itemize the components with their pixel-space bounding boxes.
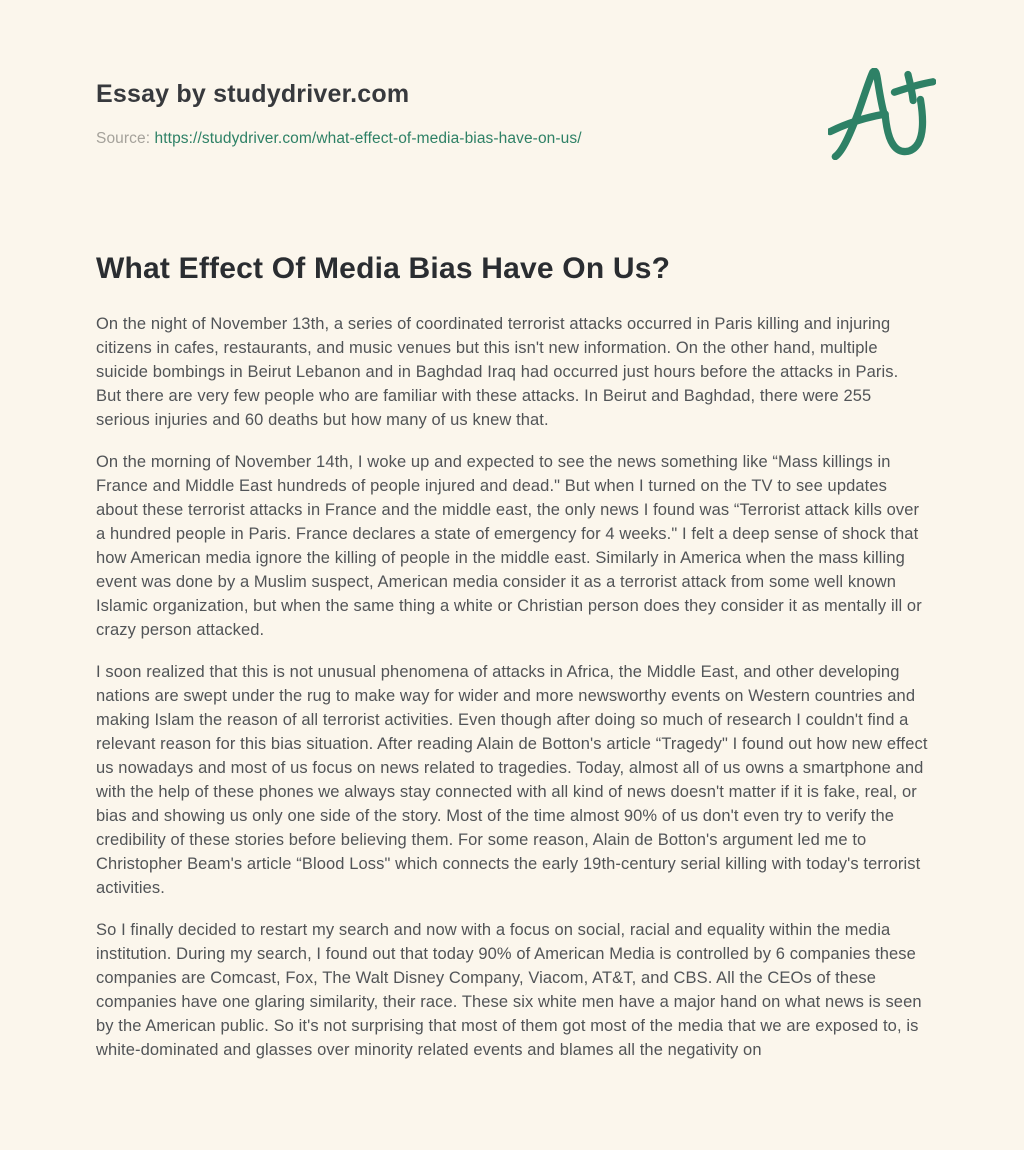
source-link[interactable]: https://studydriver.com/what-effect-of-media-bias-have-on-us/ (154, 130, 582, 147)
essay-paragraph: On the night of November 13th, a series of coordinated terrorist attacks occurred in Paris killing and injuring citizens in cafes, restaurants, and music venues but this isn't new information. On the other hand, multiple suicide bombings in Beirut Lebanon and in Baghdad Iraq had occurred just hours before the attacks in Paris. But there are very few people who are familiar with these attacks. In Beirut and Baghdad, there were 255 serious injuries and 60 deaths but how many of us knew that. (96, 315, 899, 429)
essay-paragraph: On the morning of November 14th, I woke up and expected to see the news something like “Mass killings in France and Middle East hundreds of people injured and dead." But when I turned on the TV to see updates about these terrorist attacks in France and the middle east, the only news I found was “Terrorist attack kills over a hundred people in Paris. France declares a state of emergency for 4 weeks." I felt a deep sense of shock that how American media ignore the killing of people in the middle east. Similarly in America when the mass killing event was done by a Muslim suspect, American media consider it as a terrorist attack from some well known Islamic organization, but when the same thing a white or Christian person does they consider it as mentally ill or crazy person attacked. (96, 453, 922, 639)
essay-title: What Effect Of Media Bias Have On Us? (96, 252, 671, 285)
essay-paragraph: So I finally decided to restart my search and now with a focus on social, racial and equality within the media institution. During my search, I found out that today 90% of American Media is controlled by 6 companies these companies are Comcast, Fox, The Walt Disney Company, Viacom, AT&T, and CBS. All the CEOs of these companies have one glaring similarity, their race. These six white men have a major hand on what news is seen by the American public. So it's not surprising that most of them got most of the media that we are exposed to, is white-dominated and glasses over minority related events and blames all the negativity on (96, 921, 922, 1059)
site-attribution: Essay by studydriver.com (96, 80, 410, 108)
header-text-block (96, 76, 582, 148)
page-header (96, 76, 928, 160)
source-label: Source: (96, 130, 151, 147)
essay-paragraph: I soon realized that this is not unusual phenomena of attacks in Africa, the Middle East, and other developing nations are swept under the rug to make way for wider and more newsworthy events on Western countries and making Islam the reason of all terrorist activities. Even though after doing so much of research I couldn't find a relevant reason for this bias situation. After reading Alain de Botton's article “Tragedy" I found out how new effect us nowadays and most of us focus on news related to tragedies. Today, almost all of us owns a smartphone and with the help of these phones we always stay connected with all kind of news doesn't matter if it is fake, real, or bias and showing us only one side of the story. Most of the time almost 90% of us don't even try to verify the credibility of these stories before believing them. For some reason, Alain de Botton's argument led me to Christopher Beam's article “Blood Loss" which connects the early 19th-century serial killing with today's terrorist activities. (96, 663, 928, 897)
source-line (96, 130, 582, 148)
essay-page (0, 76, 1024, 1062)
a-plus-logo-icon (828, 68, 936, 160)
